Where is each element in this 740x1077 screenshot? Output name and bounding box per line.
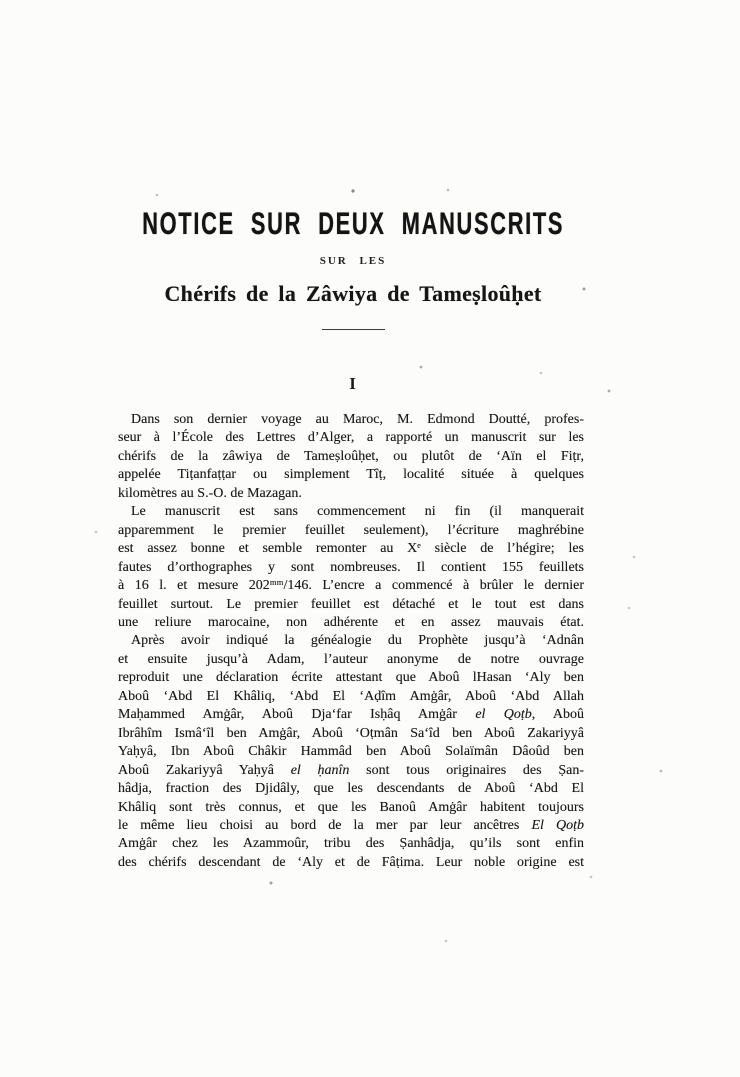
paragraph [118, 411, 584, 503]
divider-rule [322, 329, 385, 330]
text-line: seur à l’École des Lettres d’Alger, a rapporté un manuscrit sur les [118, 430, 584, 446]
section-heading: I [349, 374, 357, 393]
text-line: Aboû ‘Abd El Khâliq, ‘Abd El ‘Aḍîm Amġâr, Aboû ‘Abd Allah [118, 688, 584, 704]
text-line: Amġâr chez les Azammoûr, tribu des Ṣanhâdja, qu’ils sont enfin [118, 836, 584, 852]
text-line: une reliure marocaine, non adhérente et en assez mauvais état. [118, 614, 584, 630]
text-line: Khâliq sont très connus, et que les Banoû Amġâr habitent toujours [118, 799, 584, 815]
text-line: le même lieu choisi au bord de la mer par leur ancêtres El Qoṭb [118, 817, 584, 833]
text-line: Ibrâhîm Ismâ‘îl ben Amġâr, Aboû ‘Oṭmân Sa‘îd ben Aboû Zakariyyâ [118, 725, 584, 741]
text-line: fautes d’orthographes y sont nombreuses. Il contient 155 feuillets [118, 559, 584, 575]
text-line: apparemment le premier feuillet seulement), l’écriture maghrébine [118, 522, 584, 538]
text-line: Yaḥyâ, Ibn Aboû Châkir Hammâd ben Aboû Solaïmân Dâoûd ben [118, 744, 584, 760]
scan-noise [0, 0, 2, 2]
document-title-band [0, 204, 706, 242]
text-line: chérifs de la zâwiya de Tameṣloûḥet, ou plutôt de ‘Aïn el Fiṭr, [118, 448, 584, 464]
document-body [118, 411, 584, 872]
text-line: appelée Tiṭanfaṭṭar ou simplement Tîṭ, localité située à quelques [118, 467, 584, 483]
text-line: à 16 l. et mesure 202ᵐᵐ/146. L’encre a commencé à brûler le dernier [118, 578, 584, 594]
text-line: des chérifs descendant de ‘Aly et de Fâṭima. Leur noble origine est [118, 854, 584, 870]
text-line: feuillet surtout. Le premier feuillet est détaché et le tout est dans [118, 596, 584, 612]
paragraph [118, 503, 584, 632]
document-subtitle: Chérifs de la Zâwiya de Tameṣloûḥet [164, 281, 542, 306]
text-line: reproduit une déclaration écrite attestant que Aboû lHasan ‘Aly ben [118, 670, 584, 686]
text-line: Maḥammed Amġâr, Aboû Dja‘far Isḥâq Amġâr el Qoṭb, Aboû [118, 707, 585, 723]
text-line: Après avoir indiqué la généalogie du Prophète jusqu’à ‘Adnân [131, 633, 584, 649]
document-title: NOTICE SUR DEUX MANUSCRITS [142, 204, 564, 242]
text-line: Dans son dernier voyage au Maroc, M. Edmond Doutté, profes- [131, 412, 584, 427]
text-line: hâdja, fraction des Djidâly, que les descendants de Aboû ‘Abd El [118, 781, 584, 797]
paragraph [118, 632, 584, 872]
text-line: et ensuite jusqu’à Adam, l’auteur anonyme de notre ouvrage [118, 651, 584, 667]
text-line: Aboû Zakariyyâ Yaḥyâ el ḥanîn sont tous originaires des Ṣan- [118, 762, 584, 778]
text-line: est assez bonne et semble remonter au Xᵉ siècle de l’hégire; les [118, 541, 584, 557]
document-supertitle: SUR LES [319, 255, 387, 267]
text-line: kilomètres au S.-O. de Mazagan. [118, 485, 302, 501]
text-line: Le manuscrit est sans commencement ni fin (il manquerait [131, 504, 584, 520]
